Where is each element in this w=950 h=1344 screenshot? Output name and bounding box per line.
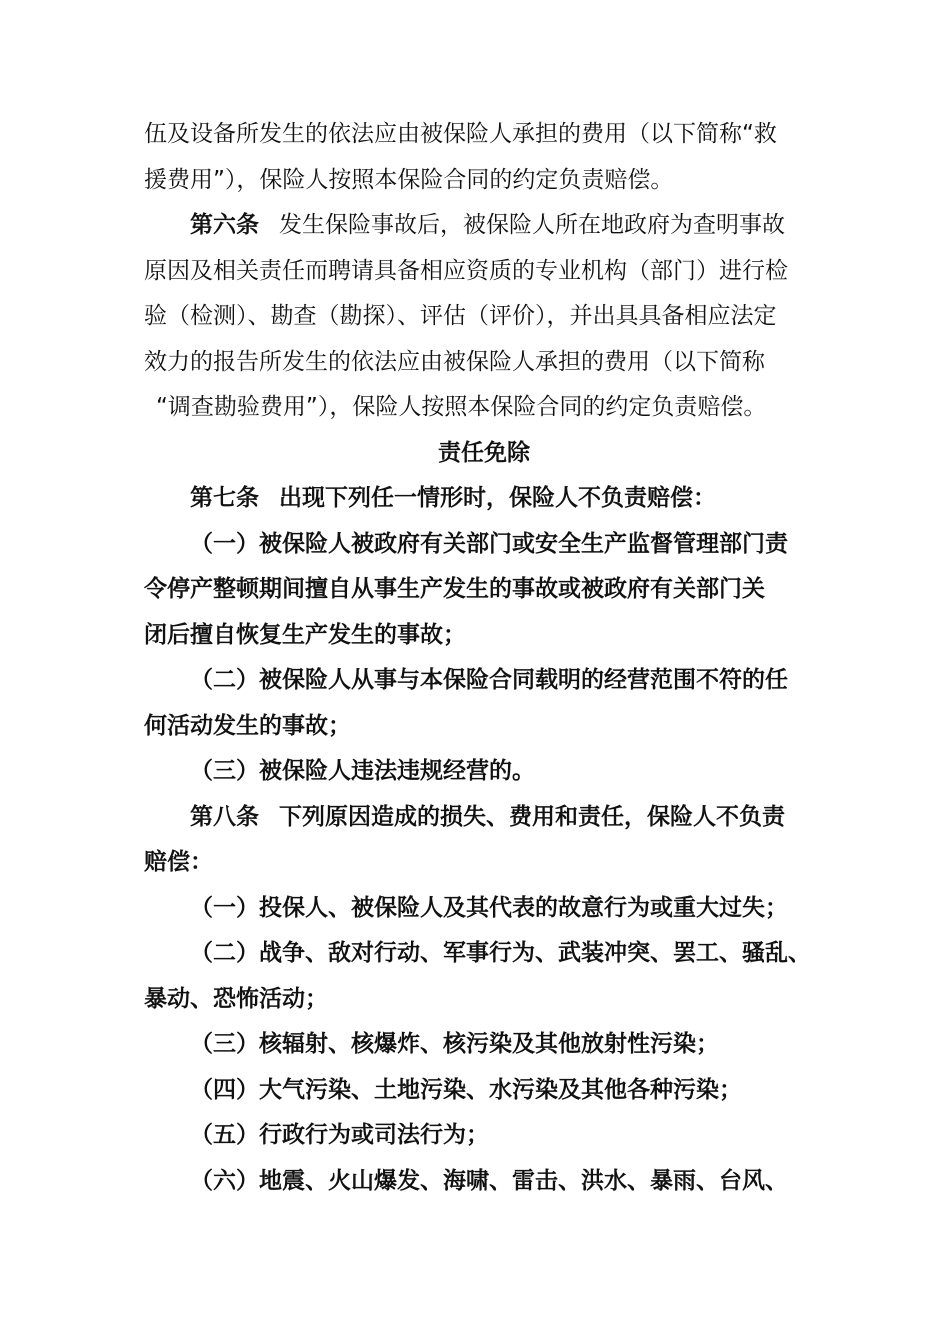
clause-line: （六）地震、火山爆发、海啸、雷击、洪水、暴雨、台风、 <box>190 1167 788 1194</box>
article-7-label: 第七条 <box>190 485 259 511</box>
clause-line: 赔偿： <box>144 849 213 875</box>
paragraph-line: 援费用”），保险人按照本保险合同的约定负责赔偿。 <box>144 166 674 193</box>
article-7-text: 出现下列任一情形时，保险人不负责赔偿： <box>279 485 716 511</box>
section-title: 责任免除 <box>438 439 530 466</box>
clause-line: （一）被保险人被政府有关部门或安全生产监督管理部门责 <box>190 530 788 557</box>
clause-line: （五）行政行为或司法行为； <box>190 1122 489 1148</box>
clause-line: （三）核辐射、核爆炸、核污染及其他放射性污染； <box>190 1031 719 1057</box>
article-6-text: 发生保险事故后，被保险人所在地政府为查明事故 <box>279 212 785 238</box>
clause-line: （二）被保险人从事与本保险合同载明的经营范围不符的任 <box>190 667 788 693</box>
article-7-line <box>144 476 824 522</box>
article-6-label: 第六条 <box>190 212 259 238</box>
clause-line: （四）大气污染、土地污染、水污染及其他各种污染； <box>190 1076 742 1103</box>
clause-line: （二）战争、敌对行动、军事行为、武装冲突、罢工、骚乱、 <box>190 940 811 966</box>
clause-line: 何活动发生的事故； <box>144 712 351 739</box>
article-8-text: 下列原因造成的损失、费用和责任，保险人不负责 <box>279 803 785 830</box>
clause-line: （三）被保险人违法违规经营的。 <box>190 758 535 784</box>
paragraph-line: 伍及设备所发生的依法应由被保险人承担的费用（以下简称“救 <box>144 121 777 147</box>
clause-line: 暴动、恐怖活动； <box>144 985 328 1012</box>
paragraph-line: 原因及相关责任而聘请具备相应资质的专业机构（部门）进行检 <box>144 257 788 284</box>
document-body <box>144 112 824 1204</box>
article-8-line <box>144 795 824 841</box>
article-6-line <box>144 203 824 249</box>
article-8-label: 第八条 <box>190 803 259 830</box>
clause-line: （一）投保人、被保险人及其代表的故意行为或重大过失； <box>190 894 788 921</box>
clause-line: 闭后擅自恢复生产发生的事故； <box>144 621 466 648</box>
paragraph-line: 效力的报告所发生的依法应由被保险人承担的费用（以下简称 <box>144 348 765 375</box>
paragraph-line: 验（检测）、勘查（勘探）、评估（评价），并出具具备相应法定 <box>144 303 777 329</box>
paragraph-line: “调查勘验费用”），保险人按照本保险合同的约定负责赔偿。 <box>156 394 767 420</box>
clause-line: 令停产整顿期间擅自从事生产发生的事故或被政府有关部门关 <box>144 576 765 602</box>
